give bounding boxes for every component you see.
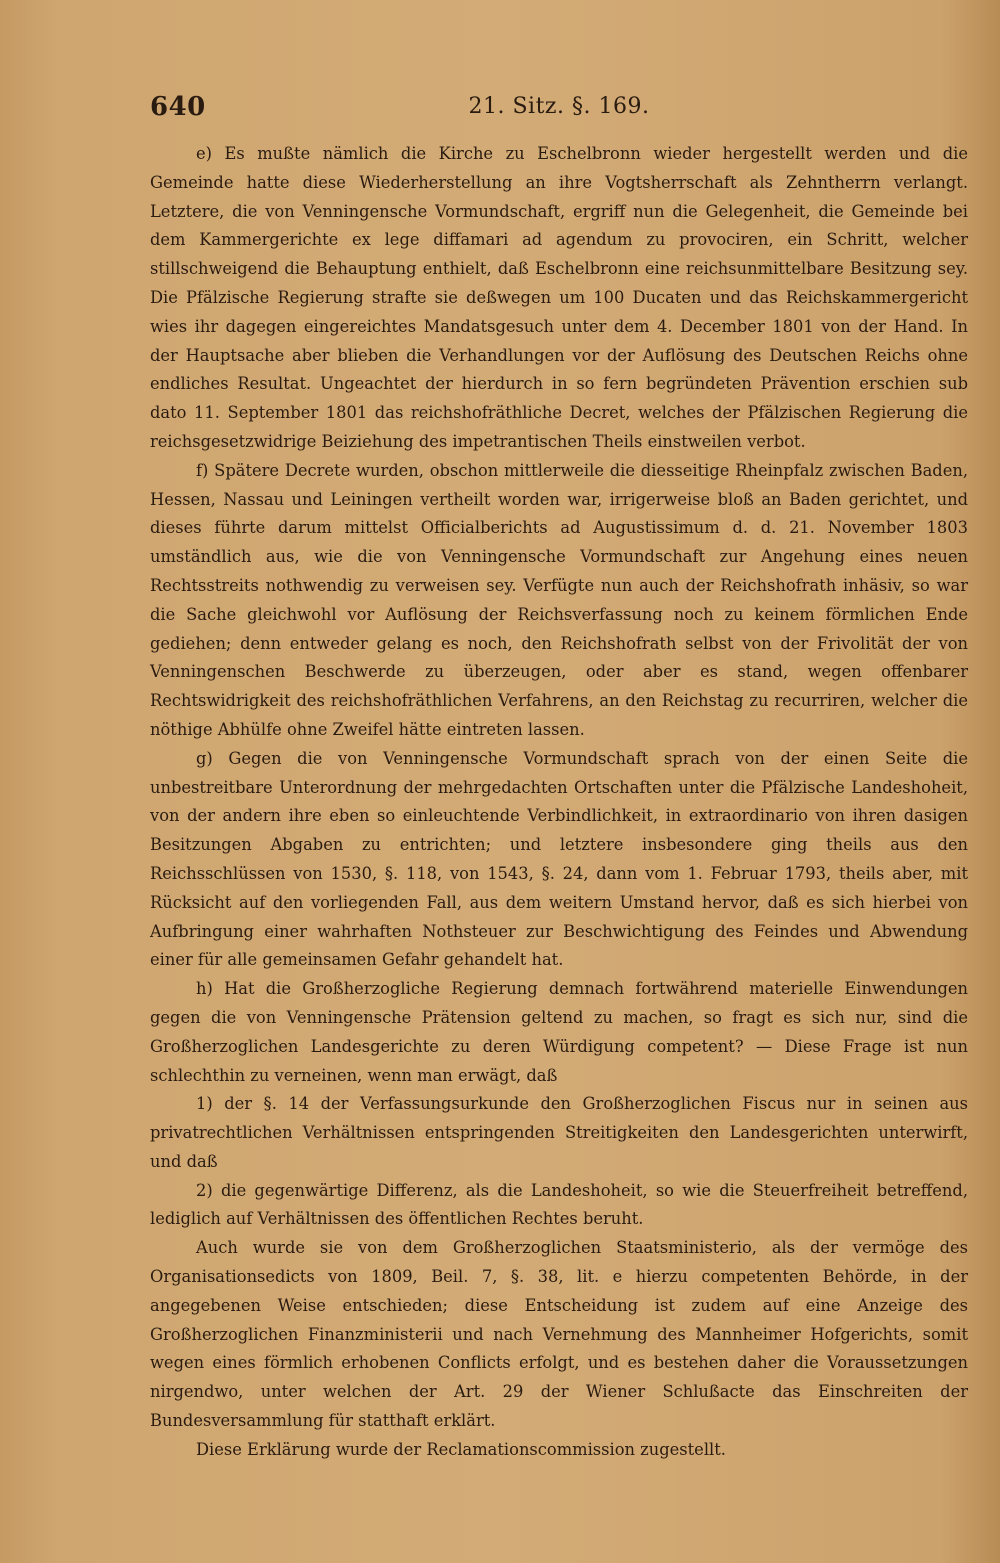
running-head: 21. Sitz. §. 169. bbox=[468, 94, 650, 119]
paragraph-h: h) Hat die Großherzogliche Regierung demnach fortwährend materielle Einwendungen gegen die von Venningensche Prätension geltend zu machen, so fragt es sich nur, sind die Großherzoglichen Landesgerichte zu deren Würdigung competent? — Diese Frage ist nun schlechthin zu verneinen, wenn man erwägt, daß bbox=[150, 979, 968, 1085]
paragraph-closing: Diese Erklärung wurde der Reclamationscommission zugestellt. bbox=[196, 1439, 726, 1459]
paragraph-g: g) Gegen die von Venningensche Vormundschaft sprach von der einen Seite die unbestreitbare Unterordnung der mehrgedachten Ortschaften unter die Pfälzische Landeshoheit, von der andern ihre eben so einleuchtende Verbindlichkeit, in extraordinario von ihren dasigen Besitzungen Abgaben zu entrichten; und letztere insbesondere ging theils aus den Reichsschlüssen von 1530, §. 118, von 1543, §. 24, dann vom 1. Februar 1793, theils aber, mit Rücksicht auf den vorliegenden Fall, aus dem weitern Umstand hervor, daß es sich hierbei von Aufbringung einer wahrhaften Nothsteuer zur Beschwichtigung des Feindes und Abwendung einer für alle gemeinsamen Gefahr gehandelt hat. bbox=[150, 748, 968, 970]
paragraph-e: e) Es mußte nämlich die Kirche zu Eschelbronn wieder hergestellt werden und die Gemeinde hatte diese Wiederherstellung an ihre Vogtsherrschaft als Zehntherrn verlangt. Letztere, die von Venningensche Vormundschaft, ergriff nun die Gelegenheit, die Gemeinde bei dem Kammergerichte ex lege diffamari ad agendum zu provociren, ein Schritt, welcher stillschweigend die Behauptung enthielt, daß Eschelbronn eine reichsunmittelbare Besitzung sey. Die Pfälzische Regierung strafte sie deßwegen um 100 Ducaten und das Reichskammergericht wies ihr dagegen eingereichtes Mandatsgesuch unter dem 4. December 1801 von der Hand. In der Hauptsache aber blieben die Verhandlungen vor der Auflösung des Deutschen Reichs ohne endliches Resultat. Ungeachtet der hierdurch in so fern begründeten Prävention erschien sub dato 11. September 1801 das reichshofräthliche Decret, welches der Pfälzischen Regierung die reichsgesetzwidrige Beiziehung des impetrantischen Theils einstweilen verbot. bbox=[150, 144, 968, 451]
page-number: 640 bbox=[150, 92, 206, 122]
paragraph-auch: Auch wurde sie von dem Großherzoglichen Staatsministerio, als der vermöge des Organisationsedicts von 1809, Beil. 7, §. 38, lit. e hierzu competenten Behörde, in der angegebenen Weise entschieden; diese Entscheidung ist zudem auf eine Anzeige des Großherzoglichen Finanzministerii und nach Vernehmung des Mannheimer Hofgerichts, somit wegen eines förmlich erhobenen Conflicts erfolgt, und es bestehen daher die Voraussetzungen nirgendwo, unter welchen der Art. 29 der Wiener Schlußacte das Einschreiten der Bundesversammlung für statthaft erklärt. bbox=[150, 1238, 968, 1431]
paragraph-f: f) Spätere Decrete wurden, obschon mittlerweile die diesseitige Rheinpfalz zwischen Baden, Hessen, Nassau und Leiningen vertheilt worden war, irrigerweise bloß an Baden gerichtet, und dieses führte darum mittelst Officialberichts ad Augustissimum d. d. 21. November 1803 umständlich aus, wie die von Venningensche Vormundschaft zur Angehung eines neuen Rechtsstreits nothwendig zu verweisen sey. Verfügte nun auch der Reichshofrath inhäsiv, so war die Sache gleichwohl vor Auflösung der Reichsverfassung noch zu keinem förmlichen Ende gediehen; denn entweder gelang es noch, den Reichshofrath selbst von der Frivolität der von Venningenschen Beschwerde zu überzeugen, oder aber es stand, wegen offenbarer Rechtswidrigkeit des reichshofräthlichen Verfahrens, an den Reichstag zu recurriren, welcher die nöthige Abhülfe ohne Zweifel hätte eintreten lassen. bbox=[150, 460, 968, 739]
paragraph-h-item-1: 1) der §. 14 der Verfassungsurkunde den Großherzoglichen Fiscus nur in seinen aus privatrechtlichen Verhältnissen entspringenden Streitigkeiten den Landesgerichten unterwirft, und daß bbox=[150, 1094, 968, 1171]
body-text bbox=[150, 140, 968, 1465]
page-header bbox=[150, 92, 968, 132]
paragraph-h-item-2: 2) die gegenwärtige Differenz, als die Landeshoheit, so wie die Steuerfreiheit betreffend, lediglich auf Verhältnissen des öffentlichen Rechtes beruht. bbox=[150, 1180, 968, 1229]
